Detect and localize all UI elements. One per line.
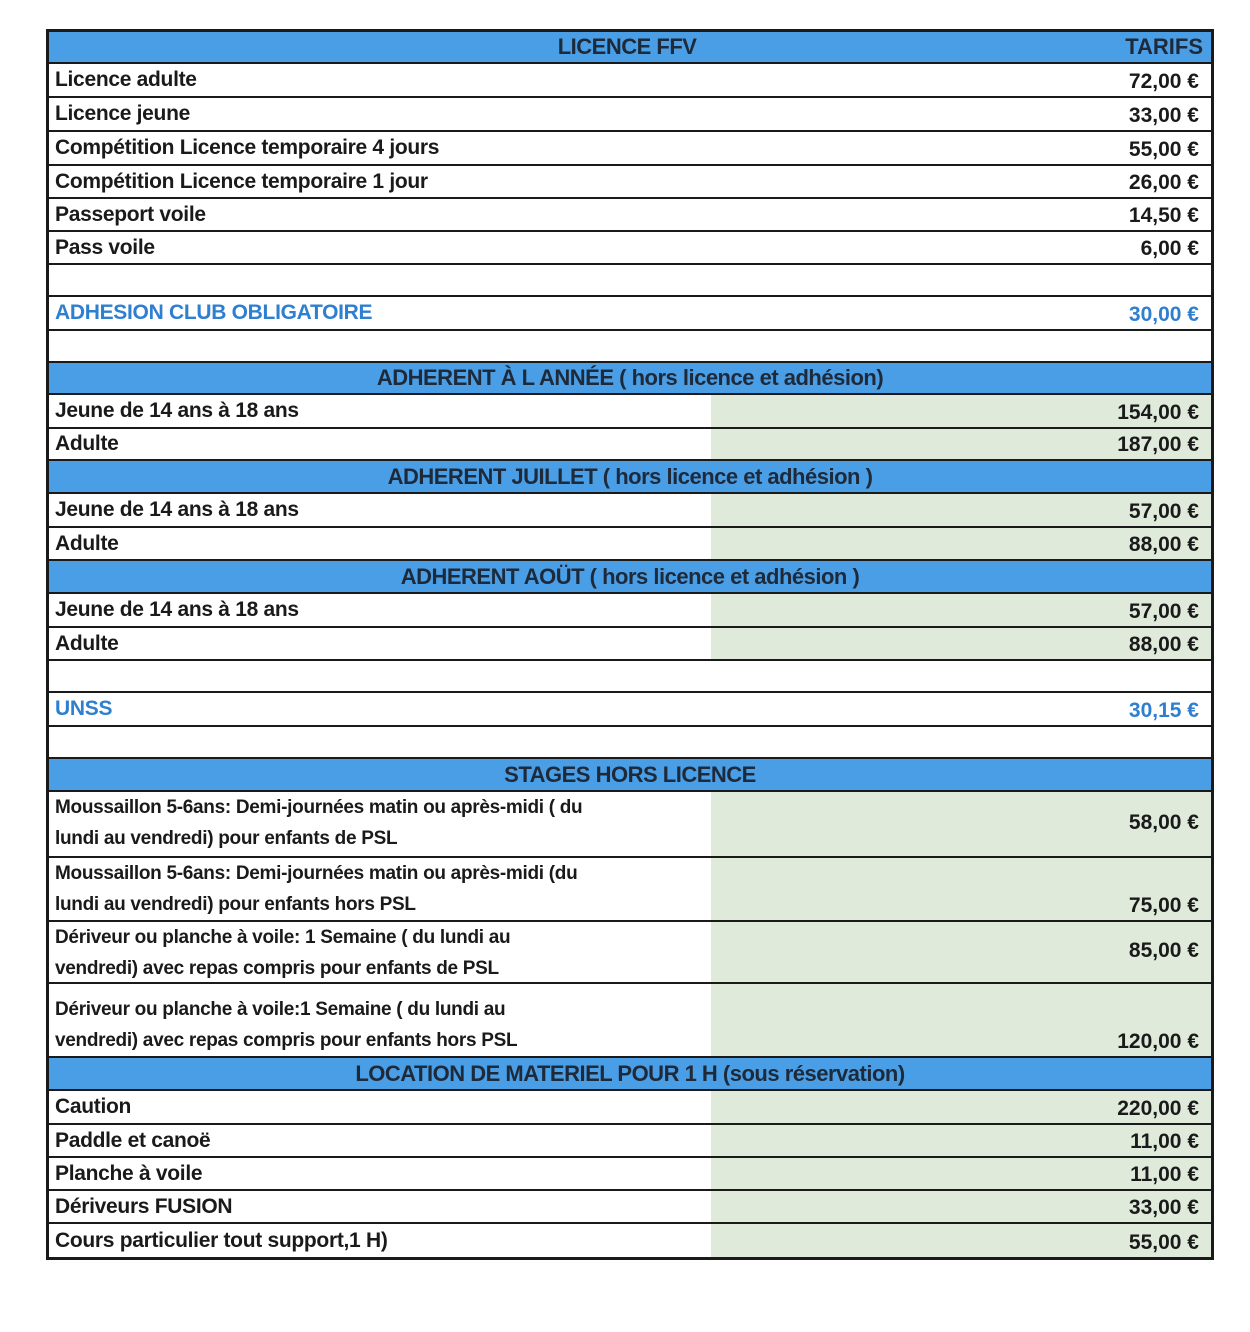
row-label: Adulte — [55, 631, 119, 655]
row-label: Licence jeune — [55, 102, 190, 125]
row-label: Paddle et canoë — [55, 1128, 211, 1152]
row-label-line2: vendredi) avec repas compris pour enfants de PSL — [55, 958, 499, 979]
row-label: Passeport voile — [55, 202, 206, 226]
row-price: 26,00 € — [1128, 171, 1199, 194]
empty-row — [49, 331, 1211, 363]
table-row — [49, 64, 1211, 98]
adhesion-price: 30,00 € — [1128, 303, 1199, 326]
table-row — [49, 98, 1211, 132]
row-price: 120,00 € — [711, 984, 1211, 1056]
table-row — [49, 395, 1211, 429]
row-label: Jeune de 14 ans à 18 ans — [55, 598, 299, 621]
table-row — [49, 792, 1211, 858]
row-price: 55,00 € — [1128, 138, 1199, 161]
row-label: Cours particulier tout support,1 H) — [55, 1228, 388, 1252]
table-row — [49, 199, 1211, 232]
unss-price: 30,15 € — [1128, 699, 1199, 722]
table-row — [49, 1091, 1211, 1125]
table-row — [49, 628, 1211, 661]
empty-row — [49, 661, 1211, 693]
section-title: STAGES HORS LICENCE — [504, 761, 756, 787]
row-label — [49, 792, 711, 856]
row-price: 14,50 € — [1128, 204, 1199, 227]
table-row — [49, 166, 1211, 199]
row-label: Compétition Licence temporaire 1 jour — [55, 169, 428, 193]
table-row — [49, 1125, 1211, 1158]
table-row — [49, 922, 1211, 984]
row-price: 6,00 € — [1140, 237, 1199, 260]
table-row — [49, 232, 1211, 265]
row-label: Adulte — [55, 531, 119, 555]
header-adherent-annee — [49, 363, 1211, 395]
row-label-line1: Moussaillon 5-6ans: Demi-journées matin ou après-midi ( du — [55, 797, 583, 818]
row-price: 33,00 € — [711, 1191, 1211, 1222]
row-price: 57,00 € — [711, 594, 1211, 626]
empty-row — [49, 265, 1211, 297]
row-label: Compétition Licence temporaire 4 jours — [55, 136, 440, 159]
table-row — [49, 528, 1211, 561]
header-location — [49, 1058, 1211, 1091]
table-row — [49, 132, 1211, 166]
tarifs-column-header: TARIFS — [1125, 34, 1203, 59]
row-price: 57,00 € — [711, 494, 1211, 526]
section-title: LOCATION DE MATERIEL POUR 1 H (sous réservation) — [355, 1060, 905, 1086]
row-label: Caution — [55, 1095, 132, 1118]
row-price: 58,00 € — [711, 792, 1211, 856]
row-label-line2: vendredi) avec repas compris pour enfants hors PSL — [55, 1030, 518, 1051]
table-row — [49, 984, 1211, 1058]
section-title: ADHERENT JUILLET ( hors licence et adhésion ) — [387, 463, 873, 489]
empty-row — [49, 727, 1211, 759]
unss-row — [49, 693, 1211, 727]
row-label — [49, 922, 711, 982]
row-price: 154,00 € — [711, 395, 1211, 427]
row-label — [49, 858, 711, 920]
section-title: LICENCE FFV — [557, 34, 697, 59]
section-title: ADHERENT À L ANNÉE ( hors licence et adhésion) — [376, 365, 884, 390]
row-label: Licence adulte — [55, 68, 197, 91]
row-label-line2: lundi au vendredi) pour enfants hors PSL — [55, 894, 416, 915]
row-label-line2: lundi au vendredi) pour enfants de PSL — [55, 828, 398, 849]
row-price: 55,00 € — [711, 1224, 1211, 1257]
row-price: 11,00 € — [711, 1158, 1211, 1189]
row-price: 88,00 € — [711, 628, 1211, 659]
row-label-line1: Moussaillon 5-6ans: Demi-journées matin ou après-midi (du — [55, 863, 578, 884]
unss-label: UNSS — [55, 697, 113, 720]
section-title: ADHERENT AOÜT ( hors licence et adhésion ) — [400, 563, 860, 589]
row-label: Planche à voile — [55, 1161, 203, 1185]
row-label: Jeune de 14 ans à 18 ans — [55, 498, 299, 521]
row-price: 85,00 € — [711, 922, 1211, 982]
row-price: 72,00 € — [1128, 70, 1199, 93]
row-label: Dériveurs FUSION — [55, 1194, 233, 1218]
table-row — [49, 1224, 1211, 1257]
header-stages — [49, 759, 1211, 792]
table-row — [49, 429, 1211, 461]
row-label: Adulte — [55, 432, 119, 455]
row-price: 11,00 € — [711, 1125, 1211, 1156]
header-adherent-juillet — [49, 461, 1211, 494]
adhesion-row — [49, 297, 1211, 331]
row-label — [49, 984, 711, 1056]
table-row — [49, 858, 1211, 922]
header-adherent-aout — [49, 561, 1211, 594]
row-price: 75,00 € — [711, 858, 1211, 920]
row-price: 187,00 € — [711, 429, 1211, 459]
row-label: Jeune de 14 ans à 18 ans — [55, 399, 299, 422]
header-licence-ffv — [49, 32, 1211, 64]
row-price: 88,00 € — [711, 528, 1211, 559]
table-row — [49, 494, 1211, 528]
tariff-table — [46, 29, 1214, 1260]
adhesion-label: ADHESION CLUB OBLIGATOIRE — [55, 301, 373, 324]
row-label-line1: Dériveur ou planche à voile: 1 Semaine ( du lundi au — [55, 927, 511, 948]
table-row — [49, 594, 1211, 628]
row-label-line1: Dériveur ou planche à voile:1 Semaine ( du lundi au — [55, 999, 506, 1020]
row-price: 220,00 € — [711, 1091, 1211, 1123]
table-row — [49, 1191, 1211, 1224]
table-row — [49, 1158, 1211, 1191]
row-price: 33,00 € — [1128, 104, 1199, 127]
row-label: Pass voile — [55, 235, 155, 259]
